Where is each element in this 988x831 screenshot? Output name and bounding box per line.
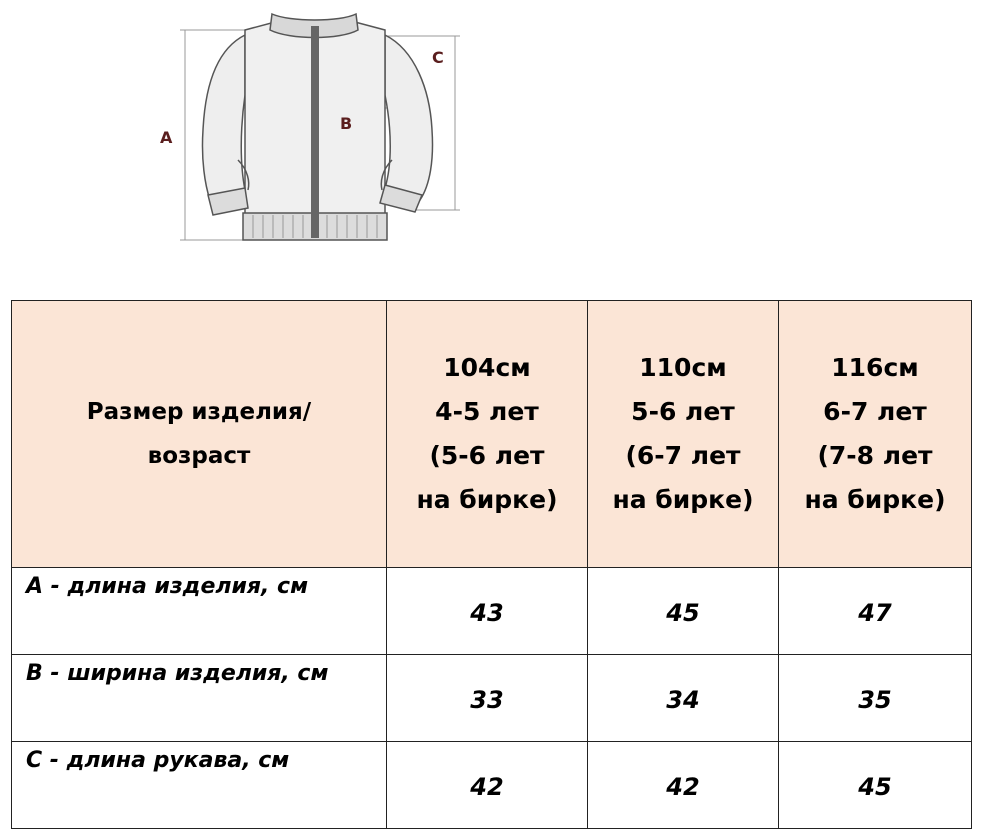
dimension-label-c: C — [432, 48, 444, 67]
table-row — [12, 655, 972, 742]
age-range: 6-7 лет — [823, 397, 927, 426]
header-label-line: Размер изделия/ — [86, 399, 312, 425]
right-sleeve — [385, 35, 433, 200]
table-cell: 33 — [387, 655, 588, 742]
tag-note: на бирке) — [612, 485, 754, 514]
table-header-row — [12, 301, 972, 568]
size-cm: 116см — [831, 353, 919, 382]
row-label: A - длина изделия, см — [12, 568, 387, 655]
header-label-line: возраст — [147, 443, 251, 469]
size-cm: 104см — [443, 353, 531, 382]
dimension-label-b: B — [340, 114, 353, 133]
tag-note: на бирке) — [416, 485, 558, 514]
header-size-age-cell — [12, 301, 387, 568]
table-cell: 45 — [779, 742, 972, 829]
size-column-header — [387, 301, 588, 568]
table-cell: 35 — [779, 655, 972, 742]
tag-age-range: (6-7 лет — [625, 441, 741, 470]
table-row — [12, 742, 972, 829]
size-chart-table — [11, 300, 972, 829]
row-label: C - длина рукава, см — [12, 742, 387, 829]
table-cell: 42 — [387, 742, 588, 829]
table-cell: 34 — [588, 655, 779, 742]
size-cm: 110см — [639, 353, 727, 382]
tag-age-range: (5-6 лет — [429, 441, 545, 470]
table-cell: 47 — [779, 568, 972, 655]
table-cell: 45 — [588, 568, 779, 655]
table-cell: 43 — [387, 568, 588, 655]
zipper — [311, 26, 319, 238]
left-sleeve — [202, 35, 245, 200]
tag-note: на бирке) — [804, 485, 946, 514]
table-row — [12, 568, 972, 655]
tag-age-range: (7-8 лет — [817, 441, 933, 470]
jacket-illustration — [0, 0, 988, 260]
row-label: B - ширина изделия, см — [12, 655, 387, 742]
age-range: 5-6 лет — [631, 397, 735, 426]
size-column-header — [779, 301, 972, 568]
jacket-measurement-diagram — [0, 0, 988, 260]
table-cell: 42 — [588, 742, 779, 829]
age-range: 4-5 лет — [435, 397, 539, 426]
dimension-label-a: A — [160, 128, 173, 147]
size-column-header — [588, 301, 779, 568]
